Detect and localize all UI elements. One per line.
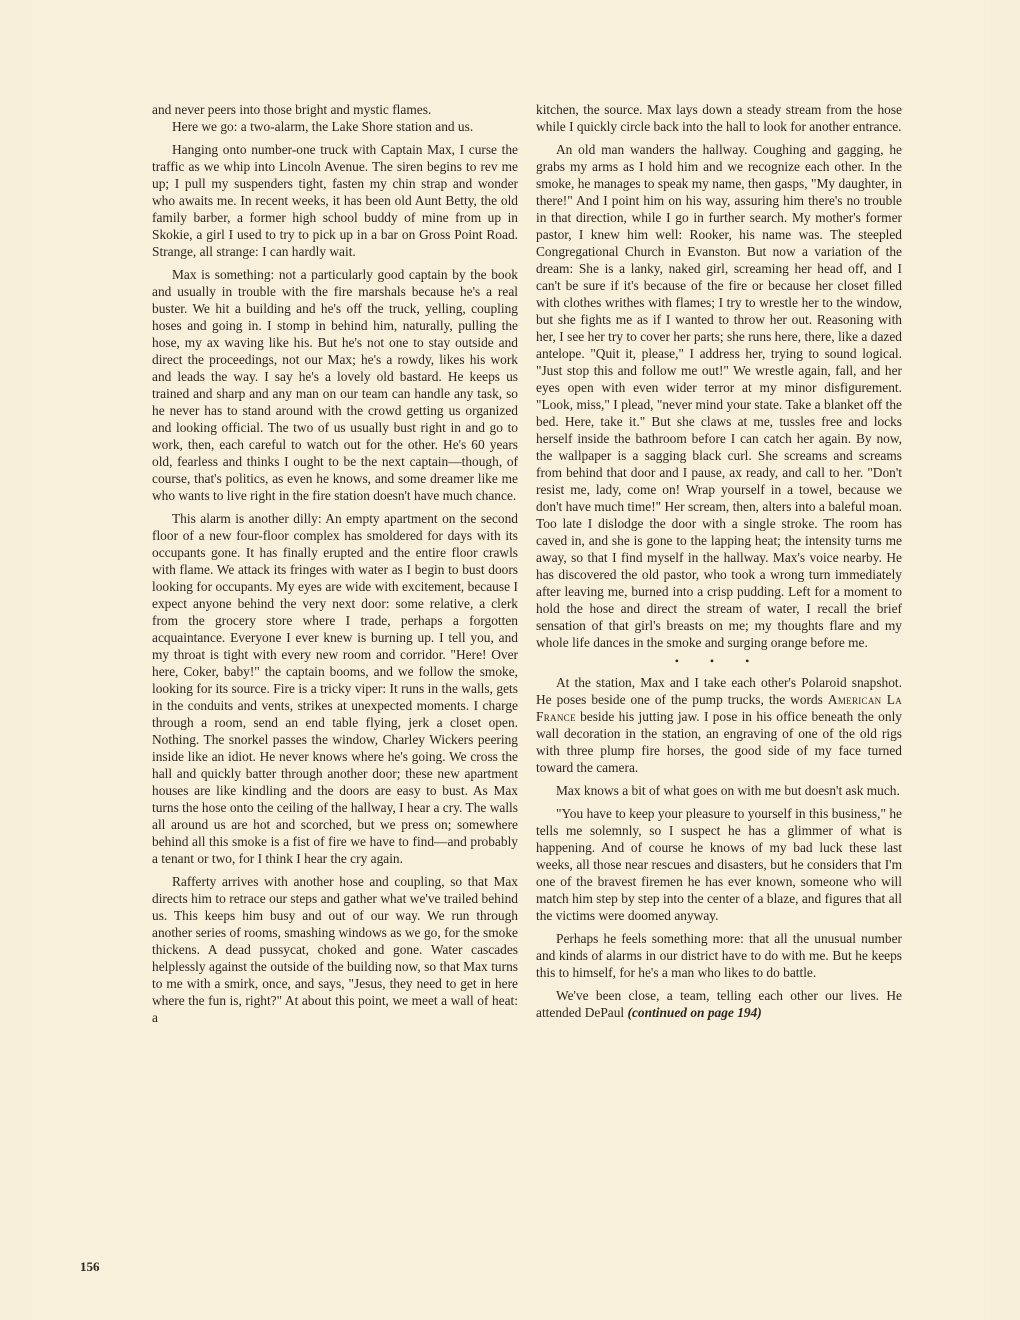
paragraph: Hanging onto number-one truck with Captain Max, I curse the traffic as we whip into Lincoln Avenue. The siren begins to rev me up; I pull my suspenders tight, fasten my chin strap and wonder who awaits me. In recent weeks, it has been old Aunt Betty, the old family barber, a former high school buddy of mine from up in Skokie, a girl I used to try to pick up in a bar on Gross Point Road. Strange, all strange: I can hardly wait. bbox=[152, 142, 518, 259]
paragraph: This alarm is another dilly: An empty apartment on the second floor of a new four-floor complex has smoldered for days with its occupants gone. It has finally erupted and the entire floor crawls with flame. We attack its fringes with water as I begin to bust doors looking for occupants. My eyes are wide with excitement, because I expect anyone behind the very next door: some relative, a clerk from the grocery store where I trade, perhaps a forgotten acquaintance. Everyone I ever knew is burning up. I tell you, and my throat is tight with every new room and corridor. "Here! Over here, Coker, baby!" the captain booms, and we follow the smoke, looking for its source. Fire is a tricky viper: It runs in the walls, gets in the conduits and vents, strikes at unexpected moments. I charge through a room, send an end table flying, jerk a closet open. Nothing. The snorkel passes the window, Charley Wickers peering inside like an idiot. He never knows where he's going. We cross the hall and quickly batter through another door; these new apartment houses are like kindling and the doors are easy to bust. As Max turns the hose onto the ceiling of the hallway, I hear a cry. The walls all around us are hot and scorched, but we press on; somewhere behind all this smoke is a fist of fire we have to find—and probably a tenant or two, for I think I hear the cry again. bbox=[152, 511, 518, 866]
section-separator: • • • bbox=[674, 654, 764, 668]
text-column-left bbox=[152, 101, 518, 1026]
magazine-page bbox=[30, 0, 990, 1320]
paragraph: Max is something: not a particularly good captain by the book and usually in trouble with the fire marshals because he's a real buster. We hit a building and he's off the truck, yelling, coupling hoses and going in. I stomp in behind him, naturally, pulling the hose, my ax waving like his. But he's not one to stay outside and direct the proceedings, not our Max; he's a rowdy, likes his work and leads the way. I say he's a lovely old bastard. He keeps us trained and sharp and any man on our team can handle any task, so he never has to stand around with the crowd getting us organized and looking official. The two of us usually bust right in and go to work, then, each careful to watch out for the other. He's 60 years old, fearless and thinks I ought to be the next captain—though, of course, that's politics, as even he knows, and some dreamer like me who wants to live right in the fire station doesn't have much chance. bbox=[152, 267, 518, 503]
text-column-right bbox=[536, 101, 902, 1021]
paragraph: Rafferty arrives with another hose and coupling, so that Max directs him to retrace our steps and gather what we've trailed behind us. This keeps him busy and out of our way. We run through another series of rooms, smashing windows as we go, for the smoke thickens. A dead pussycat, choked and gone. Water cascades helplessly against the outside of the building now, so that Max turns to me with a smirk, once, and says, "Jesus, they need to get in here where the fun is, right?" At about this point, we meet a wall of heat: a bbox=[152, 874, 518, 1025]
paragraph bbox=[536, 674, 902, 776]
paragraph bbox=[536, 987, 902, 1021]
paragraph-text: beside his jutting jaw. I pose in his office beneath the only wall decoration in the station, an engraving of one of the old rigs with three plump fire horses, the good side of my face turned toward the camera. bbox=[536, 709, 902, 775]
paragraph: An old man wanders the hallway. Coughing and gagging, he grabs my arms as I hold him and we recognize each other. In the smoke, he manages to speak my name, then gasps, "My daughter, in there!" And I point him on his way, assuring him there's no trouble in that direction, while I go in further search. My mother's former pastor, I knew him well: Rooker, his name was. The steepled Congregational Church in Evanston. But now a variation of the dream: She is a lanky, naked girl, screaming her head off, and I can't be sure if it's because of the fire or because her closet filled with clothes writhes with flames; I try to wrestle her to the window, but she fights me as if I wanted to throw her out. Reasoning with her, I see her try to cover her parts; she runs here, there, like a dazed antelope. "Quit it, please," I address her, trying to sound logical. "Just stop this and follow me out!" We wrestle again, fall, and her eyes open with even wider terror at my minor disfigurement. "Look, miss," I plead, "never mind your state. Take a blanket off the bed. Here, take it." But she claws at me, tussles free and locks herself inside the bathroom before I can catch her again. By now, the wallpaper is a sagging black curl. She screams and screams from behind that door and I pause, ax ready, and call to her. "Don't resist me, lady, come on! Wrap yourself in a towel, because we don't have much time!" Her scream, then, alters into a baleful moan. Too late I dislodge the door with a single stroke. The room has caved in, and she is gone to the lapping heat; the intensity turns me away, so that I find myself in the hallway. Max's voice nearby. He has discovered the old pastor, who took a wrong turn immediately after leaving me, burned into a crisp pudding. Left for a moment to hold the hose and direct the stream of water, I recall the brief sensation of that girl's breasts on me; my thoughts flare and my whole life dances in the smoke and surging orange before me. bbox=[536, 142, 902, 650]
brand-name: American La France bbox=[536, 692, 903, 724]
paragraph-text: We've been close, a team, telling each other our lives. He attended DePaul bbox=[536, 988, 902, 1020]
paragraph-text: At the station, Max and I take each other's Polaroid snapshot. He poses beside one of the pump trucks, the words bbox=[536, 675, 902, 707]
paragraph: kitchen, the source. Max lays down a steady stream from the hose while I quickly circle back into the hall to look for another entrance. bbox=[536, 102, 902, 134]
continued-link[interactable]: (continued on page 194) bbox=[627, 1005, 762, 1020]
paragraph: Max knows a bit of what goes on with me but doesn't ask much. bbox=[556, 783, 900, 798]
page-number: 156 bbox=[80, 1259, 100, 1274]
paragraph: "You have to keep your pleasure to yourself in this business," he tells me solemnly, so I suspect he has a glimmer of what is happening. And of course he knows of my bad luck these last weeks, all those near rescues and disasters, but he considers that I'm one of the bravest firemen he has ever known, someone who will match him step by step into the center of a blaze, and figures that all the victims were doomed anyway. bbox=[536, 806, 902, 923]
paragraph: and never peers into those bright and mystic flames. bbox=[152, 102, 432, 117]
paragraph: Here we go: a two-alarm, the Lake Shore station and us. bbox=[172, 119, 474, 134]
paragraph: Perhaps he feels something more: that all the unusual number and kinds of alarms in our district have to do with me. But he keeps this to himself, for he's a man who likes to do battle. bbox=[536, 931, 902, 980]
